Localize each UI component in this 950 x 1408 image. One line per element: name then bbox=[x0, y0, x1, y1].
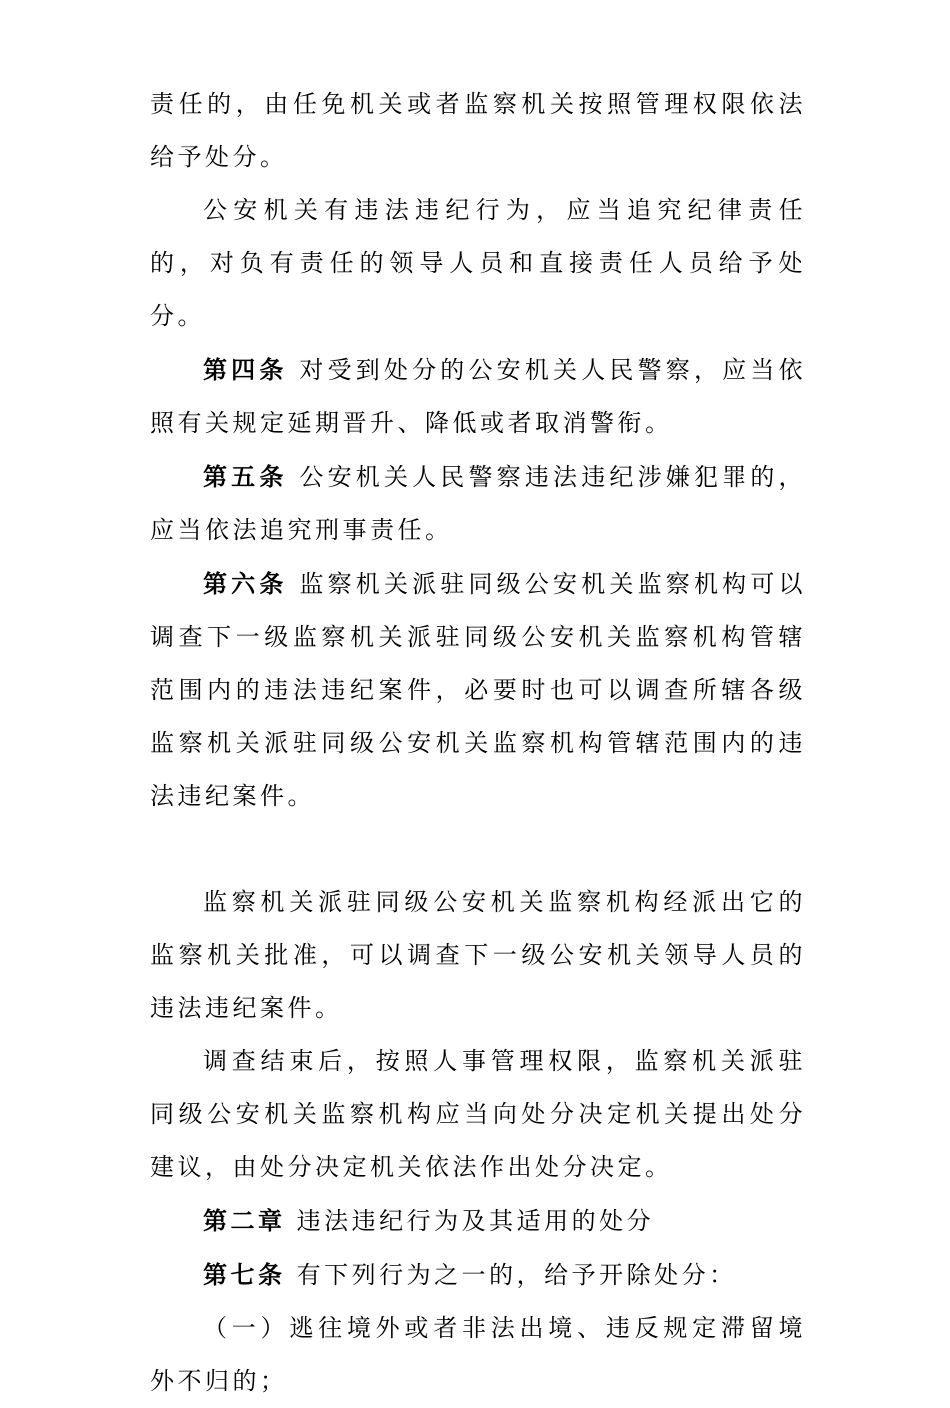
chapter-label: 第二章 bbox=[203, 1206, 286, 1235]
paragraph-text: 调查结束后，按照人事管理权限，监察机关派驻同级公安机关监察机构应当向处分决定机关提出处分建议，由处分决定机关依法作出处分决定。 bbox=[150, 1047, 806, 1181]
paragraph-text: 监察机关派驻同级公安机关监察机构可以调查下一级监察机关派驻同级公安机关监察机构管辖范围内的违法违纪案件，必要时也可以调查所辖各级监察机关派驻同级公安机关监察机构管辖范围内的违法违纪案件。 bbox=[150, 570, 807, 810]
article-paragraph bbox=[150, 450, 806, 557]
article-paragraph bbox=[150, 343, 806, 450]
chapter-heading bbox=[150, 1194, 806, 1248]
paragraph-text: 监察机关派驻同级公安机关监察机构经派出它的监察机关批准，可以调查下一级公安机关领导人员的违法违纪案件。 bbox=[150, 888, 806, 1022]
paragraph-text: 责任的，由任免机关或者监察机关按照管理权限依法给予处分。 bbox=[150, 90, 806, 171]
paragraph-text: 公安机关有违法违纪行为，应当追究纪律责任的，对负有责任的领导人员和直接责任人员给予处分。 bbox=[150, 196, 806, 330]
article-paragraph bbox=[150, 557, 806, 823]
paragraph bbox=[150, 78, 806, 184]
document-page bbox=[150, 78, 806, 1408]
article-label: 第五条 bbox=[203, 462, 288, 491]
paragraph bbox=[150, 1035, 806, 1194]
article-paragraph bbox=[150, 1248, 806, 1302]
paragraph-text: 有下列行为之一的，给予开除处分： bbox=[296, 1261, 737, 1289]
paragraph bbox=[150, 184, 806, 343]
list-item-text: （一）逃往境外或者非法出境、违反规定滞留境外不归的； bbox=[150, 1314, 806, 1395]
article-label: 第七条 bbox=[203, 1260, 286, 1289]
chapter-title: 违法违纪行为及其适用的处分 bbox=[296, 1207, 655, 1235]
paragraph-text: 对受到处分的公安机关人民警察，应当依照有关规定延期晋升、降低或者取消警衔。 bbox=[150, 356, 807, 437]
paragraph bbox=[150, 876, 806, 1035]
paragraph-text: 公安机关人民警察违法违纪涉嫌犯罪的，应当依法追究刑事责任。 bbox=[150, 463, 807, 544]
paragraph-spacer bbox=[150, 823, 806, 876]
list-item bbox=[150, 1302, 806, 1408]
article-label: 第四条 bbox=[203, 355, 288, 384]
article-label: 第六条 bbox=[203, 569, 288, 598]
